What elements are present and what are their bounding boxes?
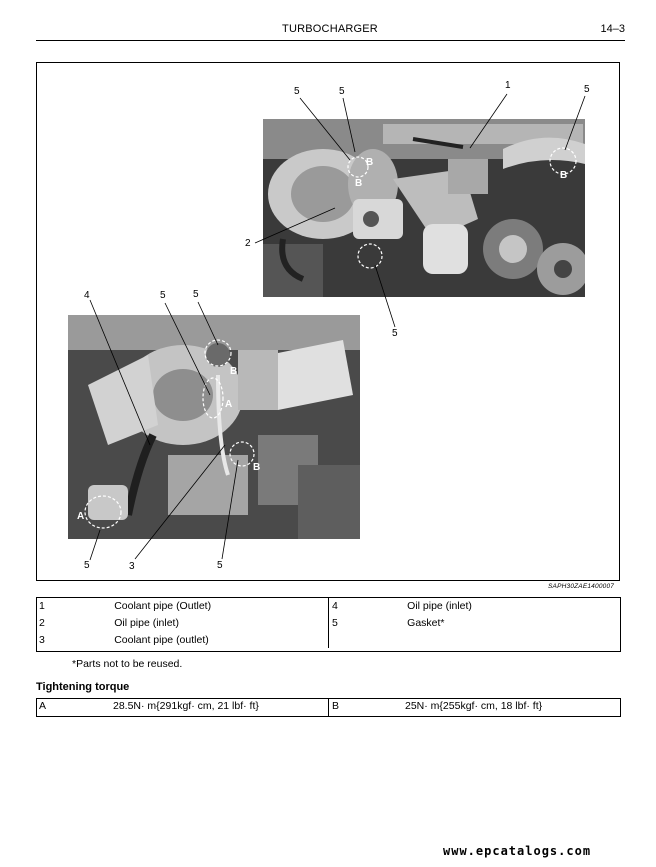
table-row: [36, 597, 621, 614]
upper-callout-label: 2: [245, 238, 251, 249]
torque-divider: [328, 698, 329, 717]
page-number: 14–3: [600, 23, 625, 35]
upper-callout-label: 1: [505, 80, 511, 91]
upper-callout-label: 5: [392, 328, 398, 339]
torque-heading: Tightening torque: [36, 681, 130, 693]
part-label: Coolant pipe (outlet): [111, 631, 328, 648]
lower-torque-mark: B: [253, 462, 261, 473]
lower-callout-label: 5: [160, 290, 166, 301]
upper-callout-label: 5: [294, 86, 300, 97]
part-number: 2: [39, 616, 45, 629]
lower-torque-mark: B: [230, 366, 238, 377]
part-number: 1: [39, 599, 45, 612]
lower-callout-label: 5: [84, 560, 90, 571]
part-label: Coolant pipe (Outlet): [111, 597, 328, 614]
lower-callout-label: 4: [84, 290, 90, 301]
torque-value-b: 25N· m{255kgf· cm, 18 lbf· ft}: [405, 700, 543, 712]
reuse-note: *Parts not to be reused.: [72, 658, 183, 670]
parts-table: [36, 597, 621, 648]
upper-torque-mark: B: [355, 178, 363, 189]
part-number: 4: [331, 599, 338, 612]
figure-code: SAPH30ZAE1400007: [548, 583, 615, 590]
upper-callout-label: 5: [584, 84, 590, 95]
part-label: Oil pipe (inlet): [407, 599, 472, 612]
table-row: [36, 631, 621, 648]
lower-callout-label: 5: [193, 289, 199, 300]
table-row: [36, 614, 621, 631]
upper-torque-mark: B: [560, 170, 568, 181]
torque-key-b: B: [332, 700, 340, 712]
part-label: Gasket*: [407, 616, 445, 629]
part-number: 3: [39, 633, 45, 646]
lower-torque-mark: A: [225, 399, 233, 410]
part-label: Oil pipe (inlet): [111, 614, 328, 631]
upper-torque-mark: B: [366, 157, 374, 168]
upper-callout-label: 5: [339, 86, 345, 97]
part-number: 5: [331, 616, 338, 629]
lower-callout-label: 5: [217, 560, 223, 571]
torque-value-a: 28.5N· m{291kgf· cm, 21 lbf· ft}: [113, 700, 259, 712]
footer-watermark: www.epcatalogs.com: [443, 844, 592, 858]
section-title: TURBOCHARGER: [282, 23, 378, 35]
torque-key-a: A: [39, 700, 47, 712]
lower-torque-mark: A: [77, 511, 85, 522]
lower-callout-label: 3: [129, 561, 135, 572]
